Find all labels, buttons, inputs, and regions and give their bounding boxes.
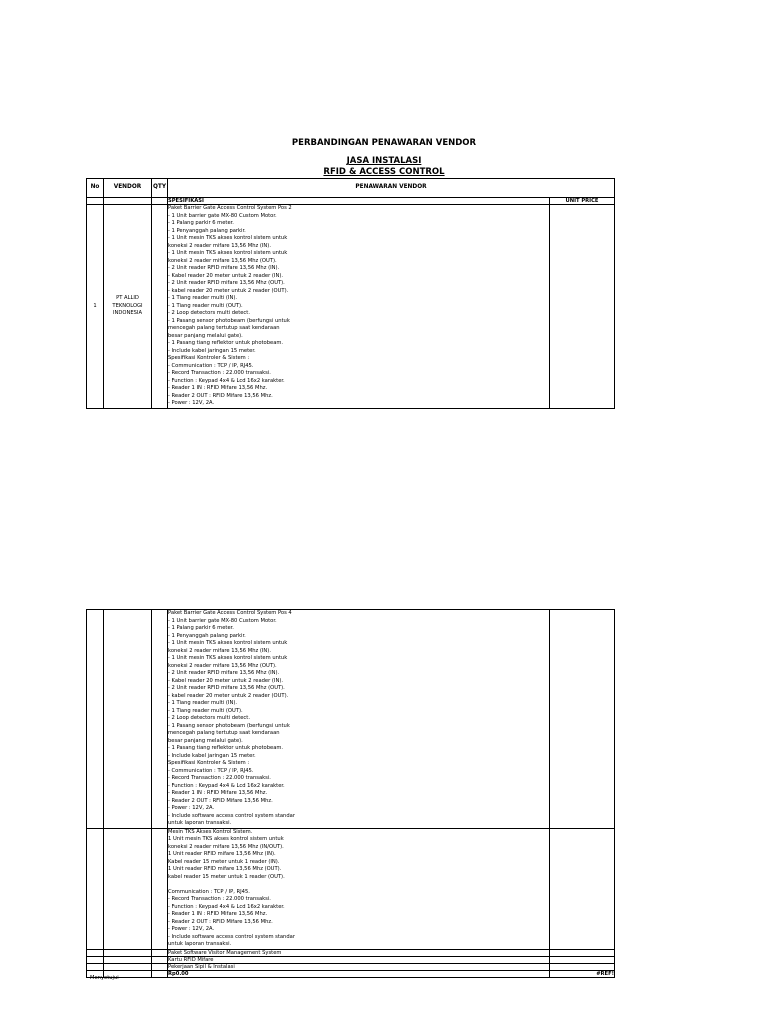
spec-line: - 1 Palang parkir 6 meter. — [168, 220, 234, 226]
spec-line: Paket Barrier Gate Access Control System Pos 4 — [168, 610, 292, 616]
spec-line: - Include software access control system standar — [168, 933, 295, 940]
spec-line: 1 Unit reader RFID mifare 13,56 Mhz (OUT). — [168, 866, 282, 872]
spec-line: koneksi 2 reader mifare 13,56 Mhz (OUT). — [168, 257, 277, 264]
spec-line: Kabel reader 15 meter untuk 1 reader (IN). — [168, 858, 280, 865]
spec-line: - Include kabel jaringan 15 meter. — [168, 347, 256, 354]
spec-line: - Include kabel jaringan 15 meter. — [168, 752, 256, 759]
spec-line: untuk laporan transaksi. — [168, 941, 232, 947]
spec-line: - Communication : TCP / IP, RJ45. — [168, 767, 254, 774]
spec-line: - Record Transaction : 22.000 transaksi. — [168, 370, 271, 376]
spec-line: - 1 Tiang reader multi (OUT). — [168, 707, 243, 714]
spec-line: - Reader 2 OUT : RFID Mifare 13,56 Mhz. — [168, 392, 273, 399]
spec-line: - 1 Penyanggah palang parkir. — [168, 227, 246, 234]
spec-line: - 1 Unit mesin TKS akses kontrol sistem untuk — [168, 250, 288, 256]
spec-line: - 1 Pasang sensor photobeam (berfungsi untuk — [168, 722, 290, 729]
spec-list — [168, 205, 549, 408]
spec-line: - Reader 1 IN : RFID Mifare 13,56 Mhz. — [168, 911, 268, 917]
header-penawaran: PENAWARAN VENDOR — [168, 179, 615, 198]
spec-line: - Function : Keypad 4x4 & Lcd 16x2 karakter. — [168, 377, 285, 384]
vendor-comparison-table-continued — [86, 609, 615, 978]
subheader-spesifikasi: SPESIFIKASI — [168, 198, 550, 205]
spec-line: - Function : Keypad 4x4 & Lcd 16x2 karakter. — [168, 782, 285, 789]
spec-line: Spesifikasi Kontroler & Sistem : — [168, 760, 250, 766]
spec-line: kabel reader 15 meter untuk 1 reader (OUT). — [168, 873, 285, 880]
spec-line: Mesin TKS Akses Kontrol Sistem. — [168, 828, 253, 835]
header-no: No — [87, 179, 104, 198]
spec-line: 1 Unit mesin TKS akses kontrol sistem untuk — [168, 836, 284, 842]
spec-line: - Reader 1 IN : RFID Mifare 13,56 Mhz. — [168, 790, 268, 796]
spec-cell-tks — [168, 828, 550, 949]
spec-line: - 1 Unit mesin TKS akses kontrol sistem untuk — [168, 640, 288, 646]
spec-line: mencegah palang tertutup saat kendaraan — [168, 325, 280, 331]
spec-line: - 1 Palang parkir 6 meter. — [168, 625, 234, 631]
spec-line: mencegah palang tertutup saat kendaraan — [168, 730, 280, 736]
spec-line: besar panjang melalui gate). — [168, 737, 243, 744]
total-amount: Rp0.00 — [168, 970, 550, 977]
header-vendor: VENDOR — [104, 179, 152, 198]
spec-line: - 1 Unit mesin TKS akses kontrol sistem untuk — [168, 235, 288, 241]
spec-line: koneksi 2 reader mifare 13,56 Mhz (IN). — [168, 647, 271, 654]
spec-line — [168, 881, 549, 889]
spec-line: - 2 Unit reader RFID mifare 13,56 Mhz (IN). — [168, 265, 280, 271]
spec-line: Paket Barrier Gate Access Control System Pos 2 — [168, 205, 292, 211]
spec-line: Spesifikasi Kontroler & Sistem : — [168, 355, 250, 361]
document-subtitle-1: JASA INSTALASI — [346, 156, 422, 166]
spec-line: - 1 Pasang tiang reflektor untuk photobeam. — [168, 340, 284, 346]
spec-line: - 2 Unit reader RFID mifare 13,56 Mhz (IN). — [168, 670, 280, 676]
vendor-comparison-table — [86, 178, 615, 409]
spec-line: - kabel reader 20 meter untuk 2 reader (OUT). — [168, 692, 289, 699]
spec-line: - Kabel reader 20 meter untuk 2 reader (IN). — [168, 677, 284, 684]
spec-line: besar panjang melalui gate). — [168, 332, 243, 339]
qty-cell — [152, 205, 168, 409]
spec-line: - Record Transaction : 22.000 transaksi. — [168, 896, 271, 902]
spec-line: - 1 Tiang reader multi (OUT). — [168, 302, 243, 309]
approval-label: Menyetujui — [90, 975, 119, 981]
item-software: Paket Software Visitor Management System — [168, 949, 550, 956]
spec-line: - 1 Pasang tiang reflektor untuk photobeam. — [168, 745, 284, 751]
spec-line: koneksi 2 reader mifare 13,56 Mhz (IN/OUT). — [168, 843, 284, 850]
spec-line: - 1 Tiang reader multi (IN). — [168, 295, 237, 301]
document-title: PERBANDINGAN PENAWARAN VENDOR — [291, 138, 477, 148]
spec-line: - 1 Unit barrier gate MX-80 Custom Motor. — [168, 212, 277, 219]
document-subtitle-2: RFID & ACCESS CONTROL — [323, 167, 445, 177]
spec-line: - 1 Pasang sensor photobeam (berfungsi untuk — [168, 317, 290, 324]
spec-line: koneksi 2 reader mifare 13,56 Mhz (IN). — [168, 242, 271, 249]
spec-line: - Communication : TCP / IP, RJ45. — [168, 362, 254, 369]
row-number: 1 — [87, 205, 104, 409]
spec-line: - kabel reader 20 meter untuk 2 reader (OUT). — [168, 287, 289, 294]
header-qty: QTY — [152, 179, 168, 198]
spec-line: - Reader 2 OUT : RFID Mifare 13,56 Mhz. — [168, 797, 273, 804]
item-kartu: Kartu RFID Mifare — [168, 956, 550, 963]
spec-line: untuk laporan transaksi. — [168, 820, 232, 826]
spec-line: - Reader 1 IN : RFID Mifare 13,56 Mhz. — [168, 385, 268, 391]
subheader-unit-price: UNIT PRICE — [550, 198, 615, 205]
spec-line: - 2 Unit reader RFID mifare 13,56 Mhz (OUT). — [168, 280, 285, 286]
unit-price-cell — [550, 205, 615, 409]
spec-line: - Include software access control system standar — [168, 812, 295, 819]
spec-line: - Power : 12V, 2A. — [168, 805, 215, 811]
spec-line: - 2 Loop detectors multi detect. — [168, 310, 250, 316]
spec-line: - Record Transaction : 22.000 transaksi. — [168, 775, 271, 781]
vendor-name: PT ALLID TEKNOLOGI INDONESIA — [104, 205, 152, 409]
spec-list-pos4 — [168, 610, 549, 828]
spec-cell-pos4 — [168, 610, 550, 829]
spec-line: - Function : Keypad 4x4 & Lcd 16x2 karakter. — [168, 903, 285, 910]
spec-cell — [168, 205, 550, 409]
spec-line: - Kabel reader 20 meter untuk 2 reader (IN). — [168, 272, 284, 279]
spec-line: - 1 Penyanggah palang parkir. — [168, 632, 246, 639]
spec-line: - Reader 2 OUT : RFID Mifare 13,56 Mhz. — [168, 918, 273, 925]
spec-line: Communication : TCP / IP, RJ45. — [168, 888, 250, 895]
total-ref: #REF! — [550, 970, 615, 977]
spec-line: - 2 Unit reader RFID mifare 13,56 Mhz (OUT). — [168, 685, 285, 691]
spec-line: - 1 Tiang reader multi (IN). — [168, 700, 237, 706]
spec-list-tks — [168, 829, 549, 949]
spec-line: - Power : 12V, 2A. — [168, 926, 215, 932]
spec-line: - 1 Unit barrier gate MX-80 Custom Motor. — [168, 617, 277, 624]
spec-line: 1 Unit reader RFID mifare 13,56 Mhz (IN). — [168, 851, 276, 857]
spec-line: - Power : 12V, 2A. — [168, 400, 215, 406]
item-sipil: Pekerjaan Sipil & Instalasi — [168, 963, 550, 970]
spec-line: - 1 Unit mesin TKS akses kontrol sistem untuk — [168, 655, 288, 661]
spec-line: koneksi 2 reader mifare 13,56 Mhz (OUT). — [168, 662, 277, 669]
spec-line: - 2 Loop detectors multi detect. — [168, 715, 250, 721]
